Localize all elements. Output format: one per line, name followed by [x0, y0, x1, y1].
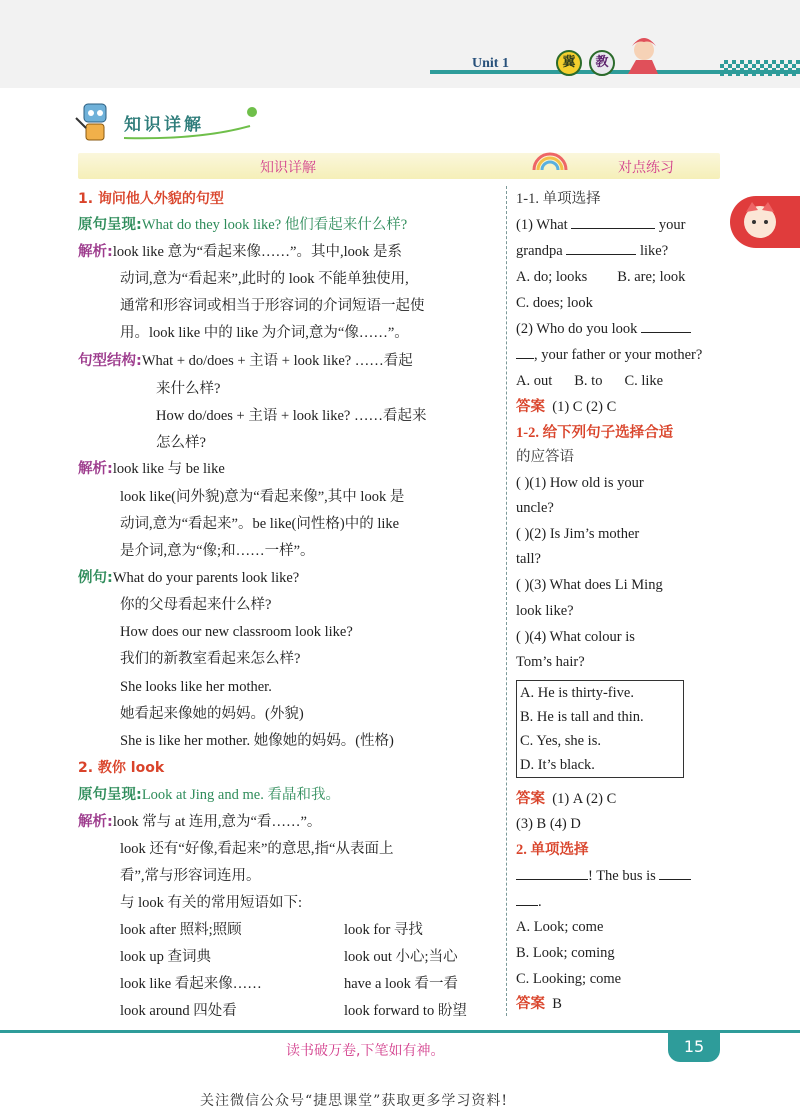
- heading-1: 1. 询问他人外貌的句型: [78, 191, 224, 207]
- phrase-item: look like 看起来像……: [120, 976, 262, 992]
- phrase-item: look after 照料;照顾: [120, 922, 242, 938]
- question-3-line-2: .: [516, 891, 542, 913]
- line-analysis-1: 解析:look like 意为“看起来像……”。其中,look 是系: [78, 244, 402, 260]
- heading-2: 2. 教你 look: [78, 760, 165, 776]
- text-line: How does our new classroom look like?: [120, 624, 353, 640]
- answer-1-2: 答案 (1) A (2) C: [516, 791, 617, 807]
- match-item: Tom’s hair?: [516, 654, 585, 670]
- phrase-item: look up 查词典: [120, 949, 212, 965]
- line-analysis-2: 解析:look like 与 be like: [78, 461, 225, 477]
- tab-practice: 对点练习: [618, 160, 674, 176]
- text-line: 我们的新教室看起来怎么样?: [120, 651, 301, 667]
- answer-blank: [571, 214, 655, 229]
- text-line: 你的父母看起来什么样?: [120, 597, 272, 613]
- question-1-line-1: (1) What your: [516, 214, 686, 236]
- response-option: C. Yes, she is.: [520, 733, 601, 749]
- match-item: ( )(3) What does Li Ming: [516, 577, 663, 593]
- question-3-line-1: ! The bus is: [516, 865, 691, 887]
- response-option: B. He is tall and thin.: [520, 709, 644, 725]
- answer-blank: [641, 318, 691, 333]
- fox-face-icon: [738, 200, 782, 244]
- exercise-title-2: 2. 单项选择: [516, 842, 589, 858]
- text-line: 她看起来像她的妈妈。(外貌): [120, 706, 304, 722]
- bottom-note: 关注微信公众号“捷思课堂”获取更多学习资料!: [200, 1093, 508, 1109]
- text-line: 来什么样?: [156, 381, 221, 397]
- badge-jiao: 教: [589, 50, 615, 76]
- text-line: 动词,意为“看起来”。be like(问性格)中的 like: [120, 516, 400, 532]
- rainbow-cloud-icon: [528, 146, 572, 176]
- text-line: look like(问外貌)意为“看起来像”,其中 look 是: [120, 489, 405, 505]
- phrase-item: look forward to 盼望: [344, 1003, 467, 1019]
- page-number: 15: [668, 1032, 720, 1062]
- question-1-line-2: grandpa like?: [516, 240, 668, 262]
- section-title-swoosh: [120, 104, 270, 142]
- column-divider: [506, 186, 507, 1016]
- answer-blank: [659, 865, 691, 880]
- question-1-option-c: C. does; look: [516, 295, 593, 311]
- question-3-option-c: C. Looking; come: [516, 971, 622, 987]
- line-original-1: 原句呈现:What do they look like? 他们看起来什么样?: [78, 217, 408, 233]
- footer-motto: 读书破万卷,下笔如有神。: [286, 1043, 445, 1059]
- header-band: [0, 0, 800, 88]
- question-2-options: A. out B. to C. like: [516, 373, 664, 389]
- text-line: 动词,意为“看起来”,此时的 look 不能单独使用,: [120, 271, 409, 287]
- match-item: tall?: [516, 551, 541, 567]
- answer-blank: [516, 344, 534, 359]
- answer-2: 答案 B: [516, 996, 562, 1012]
- text-line: How do/does + 主语 + look like? ……看起来: [156, 408, 427, 424]
- robot-mascot-icon: [72, 98, 122, 146]
- unit-label: Unit 1: [472, 56, 509, 71]
- line-original-2: 原句呈现:Look at Jing and me. 看晶和我。: [78, 787, 340, 803]
- question-2-line-2: , your father or your mother?: [516, 344, 702, 366]
- match-item: look like?: [516, 603, 574, 619]
- badge-ji: 冀: [556, 50, 582, 76]
- question-3-option-b: B. Look; coming: [516, 945, 615, 961]
- question-3-option-a: A. Look; come: [516, 919, 604, 935]
- phrase-item: look around 四处看: [120, 1003, 237, 1019]
- answer-blank: [516, 865, 588, 880]
- answer-1-2-cont: (3) B (4) D: [516, 816, 581, 832]
- line-structure: 句型结构:What + do/does + 主语 + look like? ……看起: [78, 353, 413, 369]
- line-example: 例句:What do your parents look like?: [78, 570, 300, 586]
- answer-1-1: 答案 (1) C (2) C: [516, 399, 617, 415]
- phrase-item: look out 小心;当心: [344, 949, 458, 965]
- section-title: 知识详解: [124, 115, 204, 135]
- text-line: 用。look like 中的 like 为介词,意为“像……”。: [120, 325, 409, 341]
- text-line: look 还有“好像,看起来”的意思,指“从表面上: [120, 841, 394, 857]
- exercise-title-1-1: 1-1. 单项选择: [516, 191, 601, 207]
- answer-blank: [566, 240, 636, 255]
- exercise-title-1-2: 1-2. 给下列句子选择合适: [516, 425, 674, 441]
- text-line: She looks like her mother.: [120, 679, 272, 695]
- text-line: 与 look 有关的常用短语如下:: [120, 895, 303, 911]
- response-option: D. It’s black.: [520, 757, 595, 773]
- text-line: 通常和形容词或相当于形容词的介词短语一起使: [120, 298, 425, 314]
- text-line: 怎么样?: [156, 435, 206, 451]
- response-options-box: [516, 680, 684, 778]
- phrase-item: look for 寻找: [344, 922, 423, 938]
- tab-knowledge: 知识详解: [260, 160, 316, 176]
- match-item: ( )(4) What colour is: [516, 629, 635, 645]
- response-option: A. He is thirty-five.: [520, 685, 634, 701]
- text-line: 是介词,意为“像;和……一样”。: [120, 543, 315, 559]
- text-line: She is like her mother. 她像她的妈妈。(性格): [120, 733, 394, 749]
- match-item: ( )(2) Is Jim’s mother: [516, 526, 640, 542]
- phrase-item: have a look 看一看: [344, 976, 458, 992]
- exercise-title-1-2-cont: 的应答语: [516, 449, 574, 465]
- question-1-options: A. do; looks B. are; look: [516, 269, 686, 285]
- answer-blank: [516, 891, 538, 906]
- match-item: uncle?: [516, 500, 554, 516]
- line-analysis-3: 解析:look 常与 at 连用,意为“看……”。: [78, 814, 322, 830]
- header-checker-pattern: [720, 60, 800, 76]
- question-2-line-1: (2) Who do you look: [516, 318, 691, 340]
- text-line: 看”,常与形容词连用。: [120, 868, 261, 884]
- girl-mascot-icon: [620, 34, 666, 78]
- match-item: ( )(1) How old is your: [516, 475, 644, 491]
